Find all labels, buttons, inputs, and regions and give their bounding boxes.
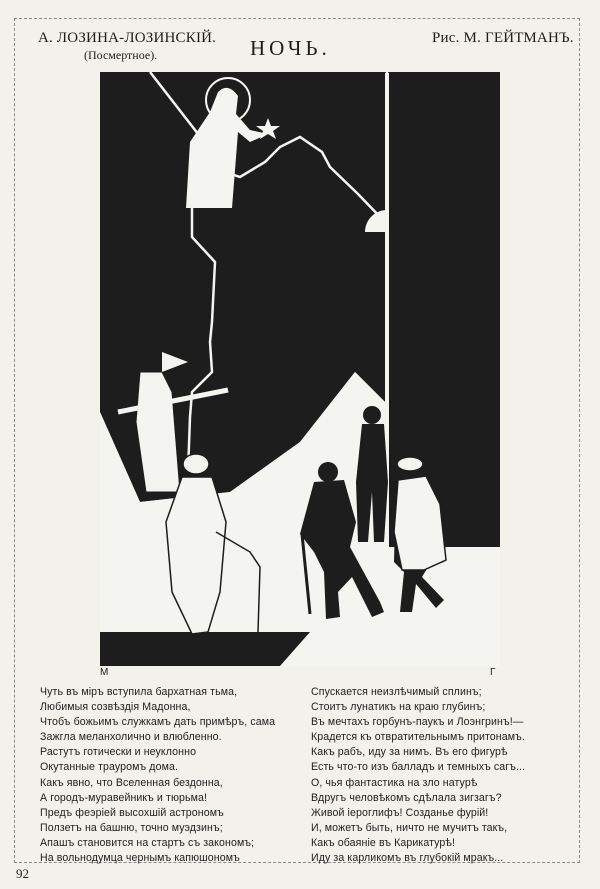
poem-line: Иду за карликомъ въ глубокій мракъ... [311,852,504,865]
poem-line: А городъ-муравейникъ и тюрьма! [40,791,208,804]
poem-line: Какъ явно, что Вселенная бездонна, [40,776,223,789]
poem-line: Какъ рабъ, иду за нимъ. Въ его фигурѣ [311,746,508,759]
poem-line: Любимыя созвѣздія Мадонна, [40,701,191,714]
walking-man-hat [397,457,423,471]
poem-line: Вдругъ человѣкомъ сдѣлала зигзагъ? [311,791,502,804]
poem-line: Ползетъ на башню, точно муэдзинъ; [40,821,223,834]
poem-line: Растутъ готически и неуклонно [40,746,197,759]
poem-line: Апашъ становится на стартъ съ закономъ; [40,836,255,849]
poem-line: Въ мечтахъ горбунъ-паукъ и Лоэнгринъ!— [311,716,524,729]
header [0,30,600,70]
poem-line: О, чья фантастика на зло натурѣ [311,776,478,789]
poem-column-left [40,685,308,866]
dark-building-right [389,72,500,547]
poem-line: Чуть въ міръ вступила бархатная тьма, [40,686,238,698]
illustration-monogram-left: М [100,667,109,678]
poem-title: НОЧЬ. [250,36,331,60]
cloaked-man-head [183,454,209,474]
poem-line: Живой іероглифъ! Созданье фурій! [311,806,489,819]
poem-line: Предъ феэріей высохшій астрономъ [40,806,224,819]
illustration-drawing [100,72,500,666]
poem-line: Зажгла меланхолично и влюбленно. [40,731,222,744]
poem-line: Окутанные трауромъ дома. [40,761,178,774]
poem-line: Есть что-то изъ балладъ и темныхъ сагъ... [311,761,526,774]
poem-line: На вольнодумца чернымъ капюшономъ [40,852,240,865]
author-name: А. ЛОЗИНА-ЛОЗИНСКІЙ. [38,30,217,46]
illustration-monogram-right: Г [490,667,496,678]
illustration [100,72,500,666]
poem-column-right [311,685,577,866]
poem-line: Чтобъ божьимъ служкамъ дать примѣръ, сама [40,716,276,729]
hunchback-head [318,462,338,482]
page-number: 92 [16,866,29,881]
ground-shadow [100,632,310,666]
illustrator-credit: Рис. М. ГЕЙТМАНЪ. [432,30,574,46]
poem-line: Крадется къ отвратительнымъ притонамъ. [311,731,525,744]
posthumous-note: (Посмертное). [84,48,158,62]
poem-line: Стоитъ лунатикъ на краю глубинъ; [311,701,486,714]
poem-line: Какъ обаяніе въ Карикатурѣ! [311,836,456,849]
poem-line: И, можетъ быть, ничто не мучитъ такъ, [311,821,508,834]
shadow-figure-head [363,406,381,424]
poem-line: Спускается неизлѣчимый сплинъ; [311,686,482,698]
